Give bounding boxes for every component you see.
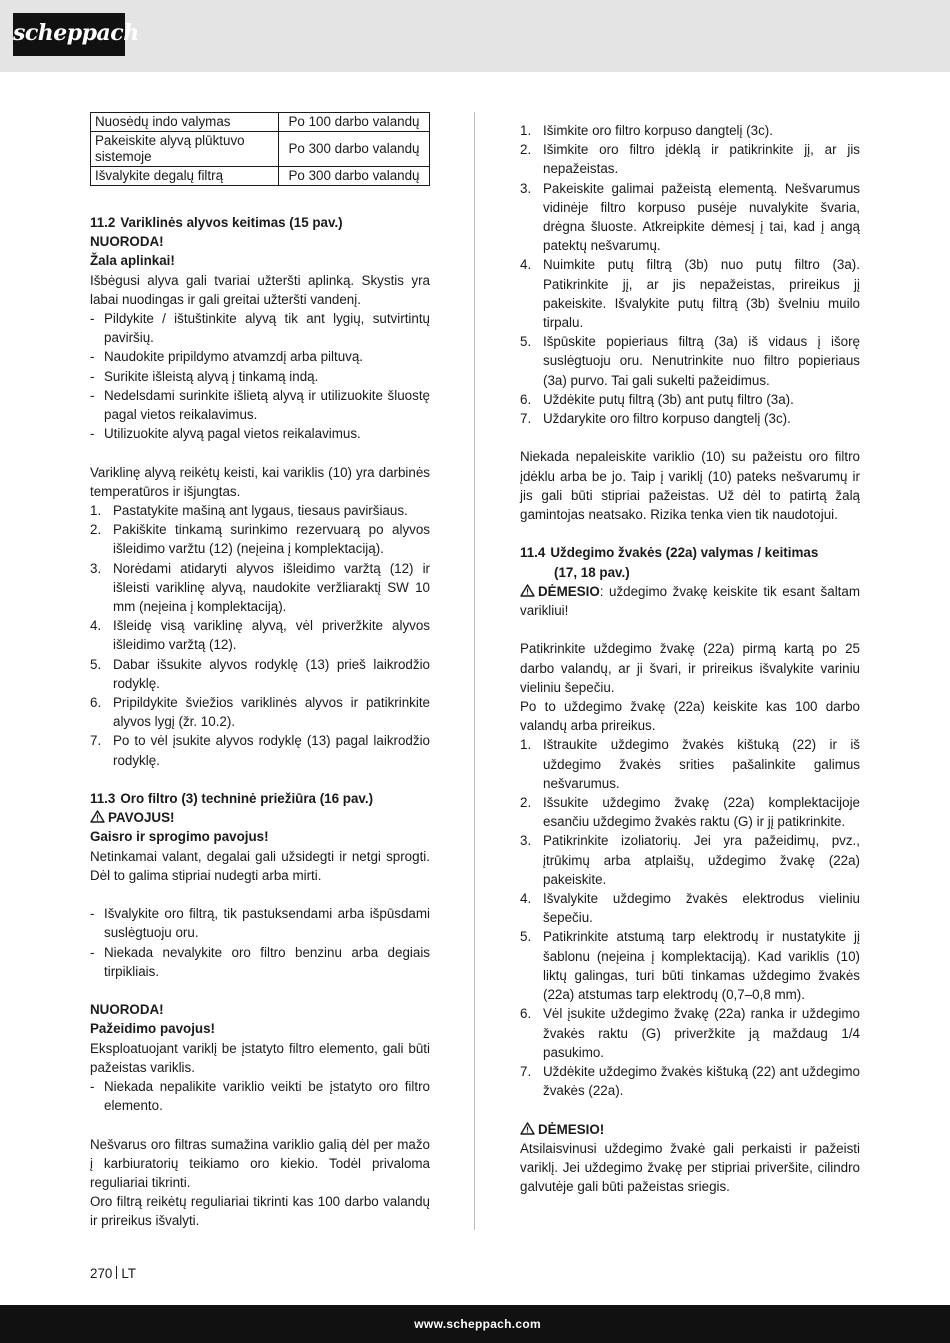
- damage-text: Eksploatuojant variklį be įstatyto filtro elemento, gali būti pažeistas variklis.: [90, 1040, 430, 1075]
- oil-steps: [90, 501, 430, 770]
- warning-triangle-icon: [520, 584, 535, 597]
- list-item: - Pildykite / ištuštinkite alyvą tik ant lygių, sutvirtintų paviršių.: [90, 311, 430, 346]
- page-number: 270 LT: [90, 1266, 136, 1281]
- caution-label-2: DĖMESIO!: [520, 1120, 860, 1139]
- right-column: [520, 121, 860, 1196]
- filter-para-1: Nešvarus oro filtras sumažina variklio galią dėl per mažo į karbiuratorių teikiamo oro kiekio. Todėl privaloma reguliariai tikrinti.: [90, 1136, 430, 1191]
- note-label-2: NUORODA!: [90, 1002, 164, 1018]
- list-item: 3. Pakeiskite galimai pažeistą elementą. Nešvarumus vidinėje filtro korpuso pusėje nuvalykite švaria, drėgna šluoste. Atkreipkite dėmesį į tai, kad į angą patektų nešvarumų.: [520, 180, 860, 254]
- filter-warning-para: Niekada nepaleiskite variklio (10) su pažeistu oro filtro įdėklu arba be jo. Taip į variklį (10) pateks nešvarumų ir jis gali būti stipriai pažeistas. Už dėl to patirtą žalą gamintojas neatsako. Rizika tenka vien tik naudotojui.: [520, 449, 860, 523]
- oil-dash-list: [90, 309, 430, 443]
- warning-triangle-icon: [90, 810, 105, 823]
- environment-text: Išbėgusi alyva gali tvariai užteršti aplinką. Skystis yra labai nuodingas ir gali greitai užteršti vandenį.: [90, 272, 430, 307]
- list-item: 1. Išimkite oro filtro korpuso dangtelį (3c).: [520, 123, 773, 138]
- interval-cell: Po 100 darbo valandų: [279, 113, 430, 132]
- list-item: 2. Išsukite uždegimo žvakę (22a) komplektacijoje esančiu uždegimo žvakės raktu (G) ir jį patikrinkite.: [520, 795, 860, 830]
- section-11-4-heading: 11.4 Uždegimo žvakės (22a) valymas / keitimas: [520, 545, 819, 561]
- caution-para: DĖMESIO: uždegimo žvakę keiskite tik esant šaltam varikliui!: [520, 583, 860, 619]
- logo-text: scheppach: [13, 20, 139, 46]
- list-item: 3. Norėdami atidaryti alyvos išleidimo varžtą (12) ir išleisti variklinę alyvą, naudokite veržliaraktį SW 10 mm (neįeina į komplektaciją).: [90, 560, 430, 615]
- list-item: - Išvalykite oro filtrą, tik pastuksendami arba išpūsdami suslėgtuoju oru.: [90, 906, 430, 941]
- caution-text-2: Atsilaisvinusi uždegimo žvakė gali perkaisti ir pažeisti variklį. Jei uždegimo žvakę per stipriai priveršite, cilindro galvutėje gali būti pažeistas sriegis.: [520, 1140, 860, 1195]
- scheppach-logo: [13, 13, 139, 56]
- spark-para-1: Patikrinkite uždegimo žvakę (22a) pirmą kartą po 25 darbo valandų, ar ji švari, ir prireikus išvalykite variniu vieliniu šepečiu.: [520, 641, 860, 695]
- website-url[interactable]: www.scheppach.com: [414, 1317, 541, 1331]
- list-item: 5. Išpūskite popieriaus filtrą (3a) iš vidaus į išorę suslėgtuoju oru. Nenutrinkite nuo filtro popieriaus (3a) purvo. Tai gali sukelti pažeidimus.: [520, 334, 860, 388]
- section-11-3-heading: 11.3 Oro filtro (3) techninė priežiūra (16 pav.): [90, 791, 374, 807]
- task-cell: Išvalykite degalų filtrą: [91, 167, 279, 186]
- list-item: 7. Uždėkite uždegimo žvakės kištuką (22) ant uždegimo žvakės (22a).: [520, 1063, 860, 1099]
- list-item: 6. Pripildykite šviežios variklinės alyvos ir patikrinkite alyvos lygį (žr. 10.2).: [90, 695, 430, 730]
- table-row: [91, 113, 430, 132]
- task-cell: Nuosėdų indo valymas: [91, 113, 279, 132]
- environment-warning: Žala aplinkai!: [90, 253, 175, 269]
- section-11-2-heading: 11.2 Variklinės alyvos keitimas (15 pav.): [90, 215, 343, 230]
- maintenance-table: [90, 112, 430, 186]
- filter-para-2: Oro filtrą reikėtų reguliariai tikrinti kas 100 darbo valandų ir prireikus išvalyti.: [90, 1194, 430, 1229]
- filter-dash-list-2: [90, 1077, 430, 1115]
- damage-warning: Pažeidimo pavojus!: [90, 1021, 216, 1037]
- list-item: - Surikite išleistą alyvą į tinkamą indą.: [90, 368, 319, 384]
- list-item: 1. Ištraukite uždegimo žvakės kištuką (22) ir iš uždegimo žvakės srities pašalinkite galimus nešvarumus.: [520, 737, 860, 791]
- page-header: [0, 0, 950, 72]
- footer-bar: [0, 1305, 950, 1343]
- list-item: 3. Patikrinkite izoliatorių. Jei yra pažeidimų, pvz., įtrūkimų arba atplaišų, uždegimo žvakę (22a) pakeiskite.: [520, 833, 860, 887]
- task-cell: Pakeiskite alyvą plūktuvo sistemoje: [91, 132, 279, 167]
- warning-triangle-icon: [520, 1122, 535, 1135]
- spark-steps: [520, 735, 860, 1100]
- list-item: 6. Vėl įsukite uždegimo žvakę (22a) ranka ir uždegimo žvakės raktu (G) priveržkite ją maždaug 1/4 pasukimo.: [520, 1006, 860, 1060]
- filter-dash-list: [90, 904, 430, 981]
- table-row: [91, 167, 430, 186]
- note-label: NUORODA!: [90, 234, 164, 250]
- list-item: - Utilizuokite alyvą pagal vietos reikalavimus.: [90, 426, 361, 442]
- left-column: [90, 112, 430, 1231]
- fire-text: Netinkamai valant, degalai gali užsidegti ir netgi sprogti. Dėl to galima stipriai nudegti arba mirti.: [90, 848, 430, 883]
- list-item: 2. Išimkite oro filtro įdėklą ir patikrinkite jį, ar jis nepažeistas.: [520, 142, 860, 177]
- list-item: - Naudokite pripildymo atvamzdį arba piltuvą.: [90, 349, 364, 365]
- interval-cell: Po 300 darbo valandų: [279, 167, 430, 186]
- list-item: - Niekada nepalikite variklio veikti be įstatyto oro filtro elemento.: [90, 1079, 430, 1114]
- list-item: 4. Išleidę visą variklinę alyvą, vėl priveržkite alyvos išleidimo varžtą (12).: [90, 618, 430, 653]
- list-item: 4. Nuimkite putų filtrą (3b) nuo putų filtro (3a). Patikrinkite jį, ar jis nepažeistas, prireikus jį pakeiskite. Išvalykite putų filtrą (3b) švelniu muilo tirpalu.: [520, 257, 860, 331]
- section-11-4-heading-line2: (17, 18 pav.): [554, 564, 630, 580]
- spark-para-2: Po to uždegimo žvakę (22a) keiskite kas 100 darbo valandų arba prireikus.: [520, 699, 860, 734]
- list-item: 5. Dabar išsukite alyvos rodyklę (13) prieš laikrodžio rodyklę.: [90, 656, 430, 691]
- list-item: 5. Patikrinkite atstumą tarp elektrodų ir nustatykite jį šablonu (neįeina į komplektaciją). Kad variklis (10) liktų galingas, turi būti tinkamas uždegimo žvakės (22a) atstumas tarp elektrodų (0,7–0,8 mm).: [520, 929, 860, 1003]
- list-item: - Niekada nevalykite oro filtro benzinu arba degiais tirpikliais.: [90, 944, 430, 979]
- column-divider: [474, 112, 475, 1230]
- list-item: 6. Uždėkite putų filtrą (3b) ant putų filtro (3a).: [520, 391, 794, 407]
- list-item: 1. Pastatykite mašiną ant lygaus, tiesaus paviršiaus.: [90, 503, 408, 519]
- list-item: 2. Pakiškite tinkamą surinkimo rezervuarą po alyvos išleidimo varžtu (12) (neįeina į komplektaciją).: [90, 522, 430, 557]
- fire-warning: Gaisro ir sprogimo pavojus!: [90, 829, 269, 845]
- danger-label: PAVOJUS!: [90, 808, 430, 827]
- list-item: - Nedelsdami surinkite išlietą alyvą ir utilizuokite šluostę pagal vietos reikalavimus.: [90, 387, 430, 423]
- list-item: 7. Po to vėl įsukite alyvos rodyklę (13) pagal laikrodžio rodyklę.: [90, 733, 430, 768]
- oil-intro: Variklinę alyvą reikėtų keisti, kai variklis (10) yra darbinės temperatūros ir išjungtas.: [90, 464, 430, 499]
- list-item: 4. Išvalykite uždegimo žvakės elektrodus vieliniu šepečiu.: [520, 891, 860, 926]
- filter-steps: [520, 121, 860, 428]
- table-row: [91, 132, 430, 167]
- list-item: 7. Uždarykite oro filtro korpuso dangtelį (3c).: [520, 411, 791, 427]
- interval-cell: Po 300 darbo valandų: [279, 132, 430, 167]
